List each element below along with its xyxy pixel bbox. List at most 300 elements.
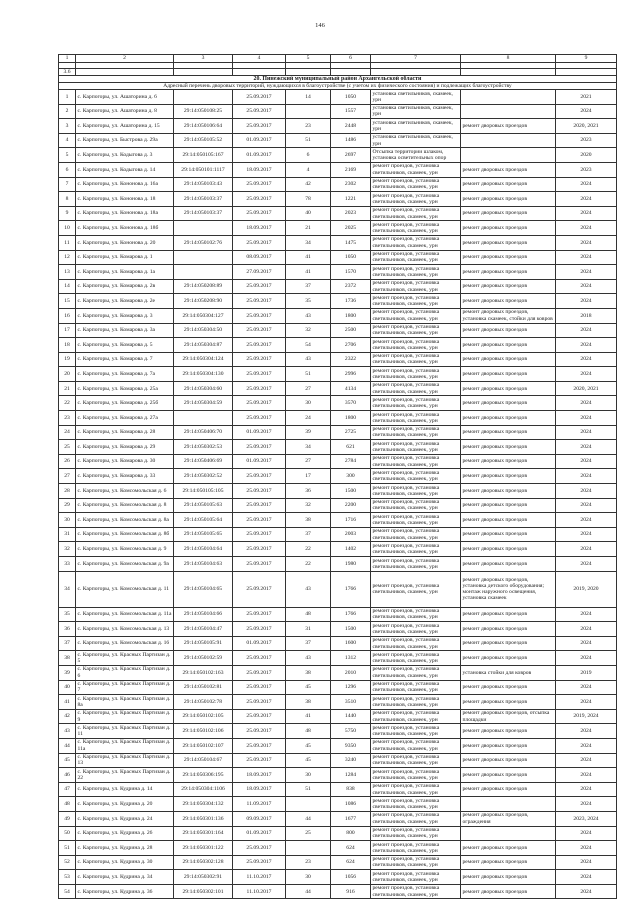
cell-date: 25.09.2017 — [233, 499, 286, 513]
cell-year: 2024 — [556, 192, 617, 206]
cell-row-number: 22 — [59, 396, 76, 410]
cell-row-number: 41 — [59, 695, 76, 709]
cell-date: 25.09.2017 — [233, 207, 286, 221]
cell-date: 25.09.2017 — [233, 557, 286, 571]
cell-extra-works: ремонт дворовых проездов — [461, 251, 556, 265]
cell-year: 2024 — [556, 221, 617, 235]
cell-year: 2023 — [556, 134, 617, 148]
table-row — [59, 557, 617, 572]
cell-area: 624 — [331, 856, 371, 870]
cell-row-number: 28 — [59, 484, 76, 498]
cell-row-number: 2 — [59, 105, 76, 119]
cell-works: ремонт проездов, установка светильников, скамеек, урн — [371, 812, 461, 826]
cell-count: 14 — [286, 90, 331, 104]
cell-count: 43 — [286, 309, 331, 323]
cell-count: 31 — [286, 622, 331, 636]
cell-address: с. Карпогоры, ул. Кудрина д. 30 — [76, 856, 174, 870]
cell-cadastral-number: 29:14:050302:91 — [174, 870, 233, 884]
table-row — [59, 353, 617, 368]
cell-extra-works — [461, 827, 556, 841]
cell-cadastral-number: 29:14:050105:105 — [174, 484, 233, 498]
cell-extra-works: установка стойки для ковров — [461, 666, 556, 680]
cell-area: 300 — [331, 469, 371, 483]
cell-works: ремонт проездов, установка светильников, скамеек, урн — [371, 885, 461, 899]
cell-extra-works: ремонт дворовых проездов — [461, 221, 556, 235]
cell-date: 25.09.2017 — [233, 608, 286, 622]
cell-year: 2024 — [556, 411, 617, 425]
cell-address: с. Карпогоры, ул. Красных Партизан д. 22 — [76, 768, 174, 782]
cell-area: 2706 — [331, 338, 371, 352]
table-row — [59, 148, 617, 163]
cell-extra-works: ремонт дворовых проездов — [461, 739, 556, 753]
table-row — [59, 236, 617, 251]
cell-works: ремонт проездов, установка светильников, скамеек, урн — [371, 236, 461, 250]
table-row — [59, 499, 617, 514]
cell-year: 2024 — [556, 739, 617, 753]
cell-area: 1056 — [331, 870, 371, 884]
cell-address: с. Карпогоры, ул. Комарова д. 25б — [76, 396, 174, 410]
cell-row-number: 39 — [59, 666, 76, 680]
cell-works: ремонт проездов, установка светильников, скамеек, урн — [371, 608, 461, 622]
cell-works: ремонт проездов, установка светильников, скамеек, урн — [371, 163, 461, 177]
cell-area: 624 — [331, 841, 371, 855]
cell-row-number: 23 — [59, 411, 76, 425]
cell-year: 2024 — [556, 557, 617, 571]
cell-extra-works: ремонт дворовых проездов — [461, 695, 556, 709]
cell-row-number: 3 — [59, 119, 76, 133]
cell-cadastral-number: 29:14:050304:59 — [174, 396, 233, 410]
cell-cadastral-number: 29:14:050102:107 — [174, 739, 233, 753]
cell-area: 1486 — [331, 134, 371, 148]
cell-area: 3510 — [331, 695, 371, 709]
cell-row-number: 40 — [59, 681, 76, 695]
table-row — [59, 309, 617, 324]
cell-count: 51 — [286, 783, 331, 797]
cell-works: ремонт проездов, установка светильников, скамеек, урн — [371, 221, 461, 235]
cell-row-number: 37 — [59, 637, 76, 651]
cell-count: 44 — [286, 812, 331, 826]
cell-date: 25.09.2017 — [233, 513, 286, 527]
cell-works: ремонт проездов, установка светильников, скамеек, урн — [371, 637, 461, 651]
cell-count: 78 — [286, 192, 331, 206]
cell-extra-works: ремонт дворовых проездов — [461, 557, 556, 571]
cell-row-number: 34 — [59, 572, 76, 607]
cell-row-number: 4 — [59, 134, 76, 148]
cell-row-number: 9 — [59, 207, 76, 221]
cell-count: 22 — [286, 542, 331, 556]
cell-year: 2020, 2021 — [556, 119, 617, 133]
cell-date: 11.10.2017 — [233, 870, 286, 884]
column-number: 4 — [233, 55, 286, 62]
cell-date: 01.09.2017 — [233, 455, 286, 469]
cell-address: с. Карпогоры, ул. Комарова д. 1а — [76, 265, 174, 279]
cell-cadastral-number — [174, 411, 233, 425]
cell-year: 2024 — [556, 622, 617, 636]
cell-cadastral-number: 29:14:050302:101 — [174, 885, 233, 899]
cell-address: с. Карпогоры, ул. Комсомольская д. 9а — [76, 557, 174, 571]
cell-date: 25.09.2017 — [233, 528, 286, 542]
cell-works: ремонт проездов, установка светильников, скамеек, урн — [371, 499, 461, 513]
cell-row-number: 38 — [59, 651, 76, 665]
cell-area: 1716 — [331, 513, 371, 527]
cell-date: 25.09.2017 — [233, 324, 286, 338]
cell-works: ремонт проездов, установка светильников, скамеек, урн — [371, 265, 461, 279]
cell-row-number: 11 — [59, 236, 76, 250]
cell-count: 48 — [286, 724, 331, 738]
cell-cadastral-number: 29:14:050302:128 — [174, 856, 233, 870]
cell-cadastral-number: 29:14:050304:50 — [174, 324, 233, 338]
table-row — [59, 367, 617, 382]
cell-address: с. Карпогоры, ул. Комарова д. 1 — [76, 251, 174, 265]
cell-row-number: 5 — [59, 148, 76, 162]
cell-extra-works: ремонт дворовых проездов — [461, 367, 556, 381]
cell-year: 2024 — [556, 236, 617, 250]
table-row — [59, 622, 617, 637]
cell-address: с. Карпогоры, ул. Кудрина д. 34 — [76, 870, 174, 884]
cell-year: 2024 — [556, 841, 617, 855]
cell-cadastral-number — [174, 221, 233, 235]
cell-count — [286, 841, 331, 855]
table-row — [59, 528, 617, 543]
cell-address: с. Карпогоры, ул. Красных Партизан д. 11 — [76, 724, 174, 738]
cell-count: 37 — [286, 637, 331, 651]
cell-count: 45 — [286, 681, 331, 695]
cell-works: ремонт проездов, установка светильников, скамеек, урн — [371, 666, 461, 680]
cell-year: 2024 — [556, 681, 617, 695]
cell-year: 2024 — [556, 499, 617, 513]
cell-cadastral-number: 29:14:050105:65 — [174, 528, 233, 542]
table-row — [59, 797, 617, 812]
cell-year: 2024 — [556, 783, 617, 797]
cell-extra-works — [461, 797, 556, 811]
cell-extra-works: ремонт дворовых проездов — [461, 783, 556, 797]
cell-cadastral-number: 29:14:050406:70 — [174, 426, 233, 440]
cell-address: с. Карпогоры, ул. Красных Партизан д. 8а — [76, 695, 174, 709]
cell-row-number: 1 — [59, 90, 76, 104]
cell-year: 2023 — [556, 163, 617, 177]
cell-date: 25.09.2017 — [233, 105, 286, 119]
cell-year: 2024 — [556, 542, 617, 556]
table-row — [59, 251, 617, 266]
cell-works: установка светильников, скамеек, урн — [371, 105, 461, 119]
table-row — [59, 841, 617, 856]
cell-count: 43 — [286, 353, 331, 367]
section-subtitle: Адресный перечень дворовых территорий, нуждающихся в благоустройстве (с учетом их физического состояния) и подлежащих благоустройству — [59, 83, 617, 89]
cell-row-number: 14 — [59, 280, 76, 294]
cell-address: с. Карпогоры, ул. Кононова д. 18б — [76, 221, 174, 235]
cell-address: с. Карпогоры, ул. Красных Партизан д. 13 — [76, 754, 174, 768]
cell-count: 30 — [286, 396, 331, 410]
cell-count: 45 — [286, 754, 331, 768]
section-title: 20. Пинежский муниципальный район Архангельской области — [59, 76, 617, 82]
cell-year: 2021 — [556, 90, 617, 104]
cell-year: 2024 — [556, 513, 617, 527]
cell-cadastral-number: 29:14:050105:52 — [174, 134, 233, 148]
column-number: 2 — [76, 55, 174, 62]
cell-cadastral-number: 29:14:050104:47 — [174, 622, 233, 636]
cell-area: 1475 — [331, 236, 371, 250]
cell-count: 41 — [286, 265, 331, 279]
table-row — [59, 513, 617, 528]
cell-row-number: 32 — [59, 542, 76, 556]
cell-works: ремонт проездов, установка светильников, скамеек, урн — [371, 768, 461, 782]
cell-date: 25.09.2017 — [233, 309, 286, 323]
cell-address: с. Карпогоры, ул. Кононова д. 20 — [76, 236, 174, 250]
table-row — [59, 455, 617, 470]
cell-cadastral-number: 29:14:050101:1117 — [174, 163, 233, 177]
table-row — [59, 440, 617, 455]
cell-count: 4 — [286, 163, 331, 177]
cell-date: 01.09.2017 — [233, 148, 286, 162]
cell-count: 27 — [286, 455, 331, 469]
cell-count: 17 — [286, 469, 331, 483]
cell-works: ремонт проездов, установка светильников, скамеек, урн — [371, 651, 461, 665]
cell-cadastral-number: 29:14:050108:25 — [174, 105, 233, 119]
cell-date: 25.09.2017 — [233, 739, 286, 753]
cell-works: ремонт проездов, установка светильников, скамеек, урн — [371, 411, 461, 425]
cell-extra-works — [461, 148, 556, 162]
cell-address: с. Карпогоры, ул. Комарова д. 28 — [76, 426, 174, 440]
cell-address: с. Карпогоры, ул. Ашаторина д. 6 — [76, 90, 174, 104]
cell-extra-works: ремонт дворовых проездов — [461, 622, 556, 636]
cell-extra-works: ремонт дворовых проездов — [461, 207, 556, 221]
cell-address: с. Карпогоры, ул. Комсомольская д. 16 — [76, 637, 174, 651]
table-row — [59, 338, 617, 353]
cell-address: с. Карпогоры, ул. Комарова д. 33 — [76, 469, 174, 483]
cell-cadastral-number — [174, 265, 233, 279]
table-row — [59, 382, 617, 397]
cell-area: 1050 — [331, 90, 371, 104]
table-row — [59, 411, 617, 426]
cell-count: 6 — [286, 148, 331, 162]
cell-extra-works: ремонт дворовых проездов, отсыпка площадки — [461, 710, 556, 724]
cell-address: с. Карпогоры, ул. Кудрина д. 36 — [76, 885, 174, 899]
cell-cadastral-number: 29:14:050304:127 — [174, 309, 233, 323]
cell-count: 43 — [286, 651, 331, 665]
cell-extra-works: ремонт дворовых проездов — [461, 724, 556, 738]
cell-date: 25.09.2017 — [233, 178, 286, 192]
cell-area: 1980 — [331, 557, 371, 571]
cell-extra-works — [461, 134, 556, 148]
cell-cadastral-number: 29:14:050304:60 — [174, 382, 233, 396]
cell-year: 2024 — [556, 353, 617, 367]
table-row — [59, 812, 617, 827]
cell-year: 2024 — [556, 178, 617, 192]
table-row — [59, 105, 617, 120]
cell-extra-works — [461, 105, 556, 119]
cell-works: ремонт проездов, установка светильников, скамеек, урн — [371, 695, 461, 709]
cell-cadastral-number: 29:14:050102:106 — [174, 724, 233, 738]
column-number: 3 — [174, 55, 233, 62]
cell-extra-works: ремонт дворовых проездов — [461, 528, 556, 542]
table-row — [59, 396, 617, 411]
cell-area: 1296 — [331, 681, 371, 695]
cell-year: 2024 — [556, 651, 617, 665]
cell-year: 2024 — [556, 396, 617, 410]
table-row — [59, 542, 617, 557]
cell-date: 25.09.2017 — [233, 192, 286, 206]
cell-row-number: 44 — [59, 739, 76, 753]
cell-address: с. Карпогоры, ул. Комарова д. 7а — [76, 367, 174, 381]
table-row — [59, 695, 617, 710]
cell-area: 2023 — [331, 207, 371, 221]
section-title-row — [59, 76, 617, 83]
cell-cadastral-number: 29:14:050106:64 — [174, 119, 233, 133]
cell-works: ремонт проездов, установка светильников, скамеек, урн — [371, 542, 461, 556]
table-row — [59, 768, 617, 783]
cell-area: 2302 — [331, 178, 371, 192]
cell-extra-works: ремонт дворовых проездов — [461, 280, 556, 294]
cell-extra-works: ремонт дворовых проездов — [461, 178, 556, 192]
cell-area: 9350 — [331, 739, 371, 753]
cell-area: 2169 — [331, 163, 371, 177]
cell-cadastral-number: 29:14:050208:89 — [174, 280, 233, 294]
cell-cadastral-number: 29:14:050302:53 — [174, 440, 233, 454]
cell-address: с. Карпогоры, ул. Красных Партизан д. 11а — [76, 739, 174, 753]
cell-extra-works: ремонт дворовых проездов, установка детского оборудования; монтаж наружного освещения, установка скамеек — [461, 572, 556, 607]
cell-date: 25.09.2017 — [233, 90, 286, 104]
cell-extra-works: ремонт дворовых проездов — [461, 294, 556, 308]
cell-year: 2019 — [556, 666, 617, 680]
cell-works: ремонт проездов, установка светильников, скамеек, урн — [371, 572, 461, 607]
cell-date: 25.09.2017 — [233, 695, 286, 709]
cell-count: 34 — [286, 440, 331, 454]
column-number-row — [59, 55, 617, 63]
cell-date: 25.09.2017 — [233, 396, 286, 410]
cell-date: 25.09.2017 — [233, 440, 286, 454]
cell-cadastral-number: 29:14:050105:63 — [174, 499, 233, 513]
table-row — [59, 608, 617, 623]
cell-date: 25.09.2017 — [233, 542, 286, 556]
cell-works: ремонт проездов, установка светильников, скамеек, урн — [371, 827, 461, 841]
table-row — [59, 754, 617, 769]
cell-count — [286, 105, 331, 119]
cell-works: ремонт проездов, установка светильников, скамеек, урн — [371, 528, 461, 542]
cell-date: 25.09.2017 — [233, 841, 286, 855]
cell-cadastral-number: 29:14:050103:43 — [174, 178, 233, 192]
cell-cadastral-number: 29:14:050301:164 — [174, 827, 233, 841]
cell-cadastral-number: 29:14:050102:163 — [174, 666, 233, 680]
table-row — [59, 469, 617, 484]
cell-count: 45 — [286, 739, 331, 753]
cell-row-number: 29 — [59, 499, 76, 513]
cell-works: ремонт проездов, установка светильников, скамеек, урн — [371, 856, 461, 870]
cell-area: 1766 — [331, 608, 371, 622]
cell-count: 48 — [286, 608, 331, 622]
column-number: 5 — [286, 55, 331, 62]
cell-year: 2024 — [556, 455, 617, 469]
cell-address: с. Карпогоры, ул. Кононова д. 18 — [76, 192, 174, 206]
cell-date: 01.09.2017 — [233, 426, 286, 440]
cell-row-number: 25 — [59, 440, 76, 454]
cell-date: 25.09.2017 — [233, 666, 286, 680]
cell-date: 25.09.2017 — [233, 119, 286, 133]
cell-works: ремонт проездов, установка светильников, скамеек, урн — [371, 280, 461, 294]
cell-extra-works: ремонт дворовых проездов — [461, 870, 556, 884]
cell-row-number: 54 — [59, 885, 76, 899]
cell-address: с. Карпогоры, ул. Комарова д. 2в — [76, 280, 174, 294]
cell-works: ремонт проездов, установка светильников, скамеек, урн — [371, 841, 461, 855]
cell-works: ремонт проездов, установка светильников, скамеек, урн — [371, 309, 461, 323]
cell-works: ремонт проездов, установка светильников, скамеек, урн — [371, 739, 461, 753]
cell-cadastral-number: 29:14:050104:63 — [174, 557, 233, 571]
cell-cadastral-number — [174, 251, 233, 265]
cell-year: 2024 — [556, 870, 617, 884]
cell-date: 25.09.2017 — [233, 681, 286, 695]
cell-count: 38 — [286, 513, 331, 527]
cell-address: с. Карпогоры, ул. Кононова д. 18а — [76, 207, 174, 221]
cell-row-number: 16 — [59, 309, 76, 323]
cell-date: 25.09.2017 — [233, 338, 286, 352]
cell-cadastral-number: 29:14:050306:195 — [174, 768, 233, 782]
cell-date: 18.09.2017 — [233, 221, 286, 235]
cell-extra-works: ремонт дворовых проездов — [461, 192, 556, 206]
cell-date: 18.09.2017 — [233, 768, 286, 782]
cell-row-number: 36 — [59, 622, 76, 636]
cell-extra-works: ремонт дворовых проездов — [461, 542, 556, 556]
cell-year: 2024 — [556, 724, 617, 738]
cell-row-number: 19 — [59, 353, 76, 367]
cell-date: 11.10.2017 — [233, 885, 286, 899]
cell-count: 41 — [286, 710, 331, 724]
cell-area: 1600 — [331, 637, 371, 651]
cell-year: 2018 — [556, 309, 617, 323]
cell-cadastral-number: 29:14:050103:37 — [174, 192, 233, 206]
cell-year: 2024 — [556, 754, 617, 768]
cell-address: с. Карпогоры, ул. Кудрина д. 20 — [76, 797, 174, 811]
cell-area: 1221 — [331, 192, 371, 206]
cell-address: с. Карпогоры, ул. Комарова д. 27а — [76, 411, 174, 425]
code-row — [59, 69, 617, 76]
cell-address: с. Карпогоры, ул. Комсомольская д. 6 — [76, 484, 174, 498]
cell-count: 44 — [286, 885, 331, 899]
table-row — [59, 134, 617, 149]
cell-count: 23 — [286, 856, 331, 870]
cell-works: установка светильников, скамеек, урн — [371, 134, 461, 148]
cell-year: 2024 — [556, 528, 617, 542]
cell-extra-works — [461, 90, 556, 104]
cell-count: 32 — [286, 499, 331, 513]
cell-area: 4134 — [331, 382, 371, 396]
column-number: 6 — [331, 55, 371, 62]
cell-cadastral-number: 29:14:050302:52 — [174, 469, 233, 483]
cell-row-number: 26 — [59, 455, 76, 469]
cell-address: с. Карпогоры, ул. Кудрина д. 26 — [76, 827, 174, 841]
cell-year: 2024 — [556, 608, 617, 622]
cell-year: 2024 — [556, 207, 617, 221]
cell-area: 916 — [331, 885, 371, 899]
cell-row-number: 18 — [59, 338, 76, 352]
cell-address: с. Карпогоры, ул. Комарова д. 5 — [76, 338, 174, 352]
cell-area: 2725 — [331, 426, 371, 440]
cell-row-number: 6 — [59, 163, 76, 177]
cell-extra-works: ремонт дворовых проездов — [461, 856, 556, 870]
cell-works: ремонт проездов, установка светильников, скамеек, урн — [371, 207, 461, 221]
cell-row-number: 50 — [59, 827, 76, 841]
cell-area: 2500 — [331, 324, 371, 338]
cell-row-number: 21 — [59, 382, 76, 396]
cell-address: с. Карпогоры, ул. Комарова д. 3а — [76, 324, 174, 338]
cell-count: 37 — [286, 280, 331, 294]
column-number: 1 — [59, 55, 76, 62]
cell-count: 25 — [286, 827, 331, 841]
table-row — [59, 178, 617, 193]
cell-address: с. Карпогоры, ул. Комарова д. 25а — [76, 382, 174, 396]
cell-year: 2024 — [556, 695, 617, 709]
table-row — [59, 163, 617, 178]
table-row — [59, 870, 617, 885]
cell-row-number: 42 — [59, 710, 76, 724]
